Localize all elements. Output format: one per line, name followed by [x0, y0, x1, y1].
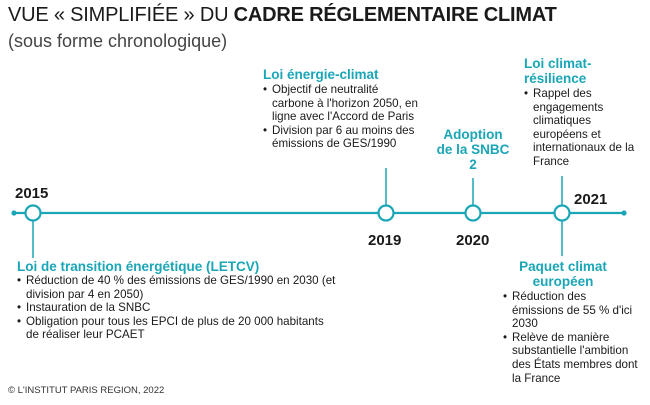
event-paquet-climat-bullets: [503, 290, 639, 385]
list-item: • Division par 6 au moins des émissions de GES/1990: [263, 124, 423, 151]
year-2019: 2019: [368, 232, 402, 249]
event-climat-resilience-bullets: [524, 87, 642, 169]
title-bold: CADRE RÉGLEMENTAIRE CLIMAT: [233, 4, 557, 26]
list-item: • Réduction des émissions de 55 % d'ici 2030: [503, 290, 639, 331]
event-energie-climat-bullets: [263, 83, 423, 151]
timeline-start-dot: [11, 210, 16, 215]
event-climat-resilience-heading: Loi climat-résilience: [524, 56, 592, 86]
list-item: • Réduction de 40 % des émissions de GES/1990 en 2030 (et division par 4 en 2050): [17, 274, 337, 301]
event-climat-resilience: [524, 56, 642, 169]
event-letcv: [17, 259, 337, 342]
node-2015: [26, 206, 41, 221]
event-paquet-climat: [503, 259, 639, 385]
timeline-end-dot: [621, 210, 626, 215]
event-snbc2-heading: Adoption de la SNBC 2: [436, 127, 510, 172]
event-letcv-bullets: [17, 274, 337, 342]
event-energie-climat: [263, 67, 423, 151]
node-2020: [466, 206, 481, 221]
node-2021: [555, 206, 570, 221]
list-item: • Instauration de la SNBC: [17, 301, 337, 315]
event-letcv-heading: Loi de transition énergétique (LETCV): [17, 259, 260, 274]
list-item: • Objectif de neutralité carbone à l'horizon 2050, en ligne avec l'Accord de Paris: [263, 83, 423, 124]
list-item: • Obligation pour tous les EPCI de plus de 20 000 habitants de réaliser leur PCAET: [17, 315, 337, 342]
node-2019: [379, 206, 394, 221]
list-item: • Relève de manière substantielle l'ambition des États membres dont la France: [503, 331, 639, 385]
year-2021: 2021: [574, 191, 608, 208]
list-item: • Rappel des engagements climatiques européens et internationaux de la France: [524, 87, 642, 169]
year-2015: 2015: [15, 185, 49, 202]
copyright-footer: © L'INSTITUT PARIS REGION, 2022: [8, 385, 165, 396]
year-2020: 2020: [456, 232, 490, 249]
page-subtitle: (sous forme chronologique): [8, 31, 228, 51]
event-energie-climat-heading: Loi énergie-climat: [263, 67, 379, 82]
event-paquet-climat-heading: Paquet climat européen: [519, 259, 607, 289]
title-prefix: VUE « SIMPLIFIÉE » DU: [8, 4, 229, 26]
